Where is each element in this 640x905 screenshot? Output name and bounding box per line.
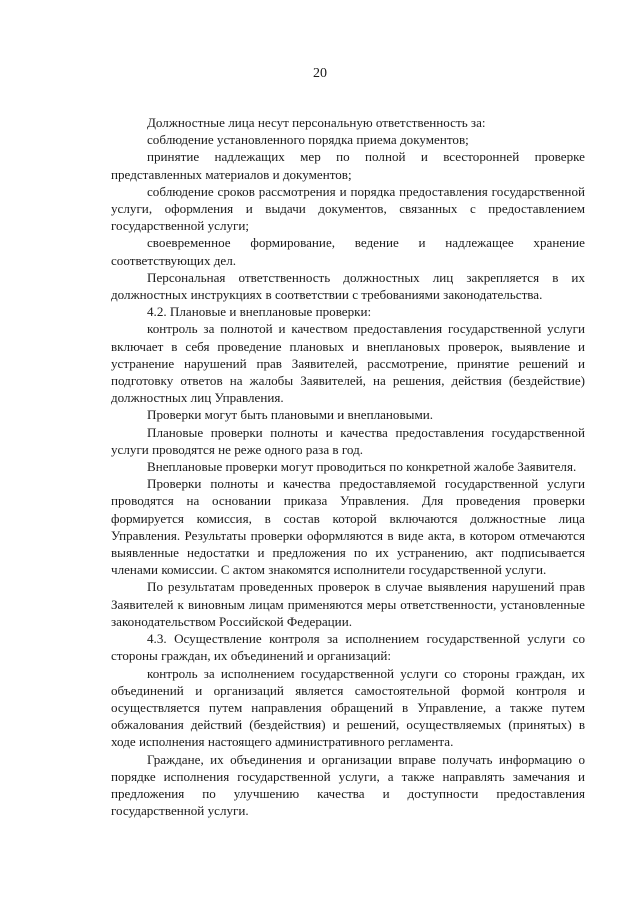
paragraph: Проверки полноты и качества предоставляемой государственной услуги проводятся на основании приказа Управления. Для проведения проверки формируется комиссия, в состав которой включаются должностные лица Управления. Результаты проверки оформляются в виде акта, в котором отмечаются выявленные недостатки и предложения по их устранению, акт подписывается членами комиссии. С актом знакомятся исполнители государственной услуги. [111,476,585,578]
paragraph: Внеплановые проверки могут проводиться по конкретной жалобе Заявителя. [147,459,577,475]
paragraph-list-item: принятие надлежащих мер по полной и всесторонней проверке представленных материалов и документов; [111,149,585,182]
paragraph: контроль за полнотой и качеством предоставления государственной услуги включает в себя проведение плановых и внеплановых проверок, выявление и устранение нарушений прав Заявителей, рассмотрение, принятие решений и подготовку ответов на жалобы Заявителей, на решения, действия (бездействие) должностных лиц Управления. [111,321,585,406]
section-heading-4-3: 4.3. Осуществление контроля за исполнением государственной услуги со стороны граждан, их объединений и организаций: [111,631,585,664]
paragraph: Проверки могут быть плановыми и внеплановыми. [147,407,434,423]
paragraph-responsibility-intro: Должностные лица несут персональную ответственность за: [147,115,486,130]
paragraph-list-item: своевременное формирование, ведение и надлежащее хранение соответствующих дел. [111,235,585,268]
paragraph-list-item: соблюдение установленного порядка приема документов; [147,132,469,148]
page-number: 20 [313,66,327,81]
paragraph: По результатам проведенных проверок в случае выявления нарушений прав Заявителей к виновным лицам применяются меры ответственности, установленные законодательством Российской Федерации. [111,579,585,629]
paragraph: Плановые проверки полноты и качества предоставления государственной услуги проводятся не реже одного раза в год. [111,424,585,457]
paragraph: контроль за исполнением государственной услуги со стороны граждан, их объединений и организаций является самостоятельной формой контроля и осуществляется путем направления обращений в Управление, а также путем обжалования действий (бездействия) и решений, осуществляемых (принятых) в ходе исполнения настоящего административного регламента. [111,665,585,750]
document-body [111,114,585,819]
paragraph: Персональная ответственность должностных лиц закрепляется в их должностных инструкциях в соответствии с требованиями законодательства. [111,269,585,303]
section-heading-4-2: 4.2. Плановые и внеплановые проверки: [147,304,372,320]
paragraph-list-item: соблюдение сроков рассмотрения и порядка предоставления государственной услуги, оформления и выдачи документов, связанных с предоставлением государственной услуги; [111,183,585,234]
paragraph: Граждане, их объединения и организации вправе получать информацию о порядке исполнения государственной услуги, а также направлять замечания и предложения по улучшению качества и доступности предоставления государственной услуги. [111,751,585,819]
